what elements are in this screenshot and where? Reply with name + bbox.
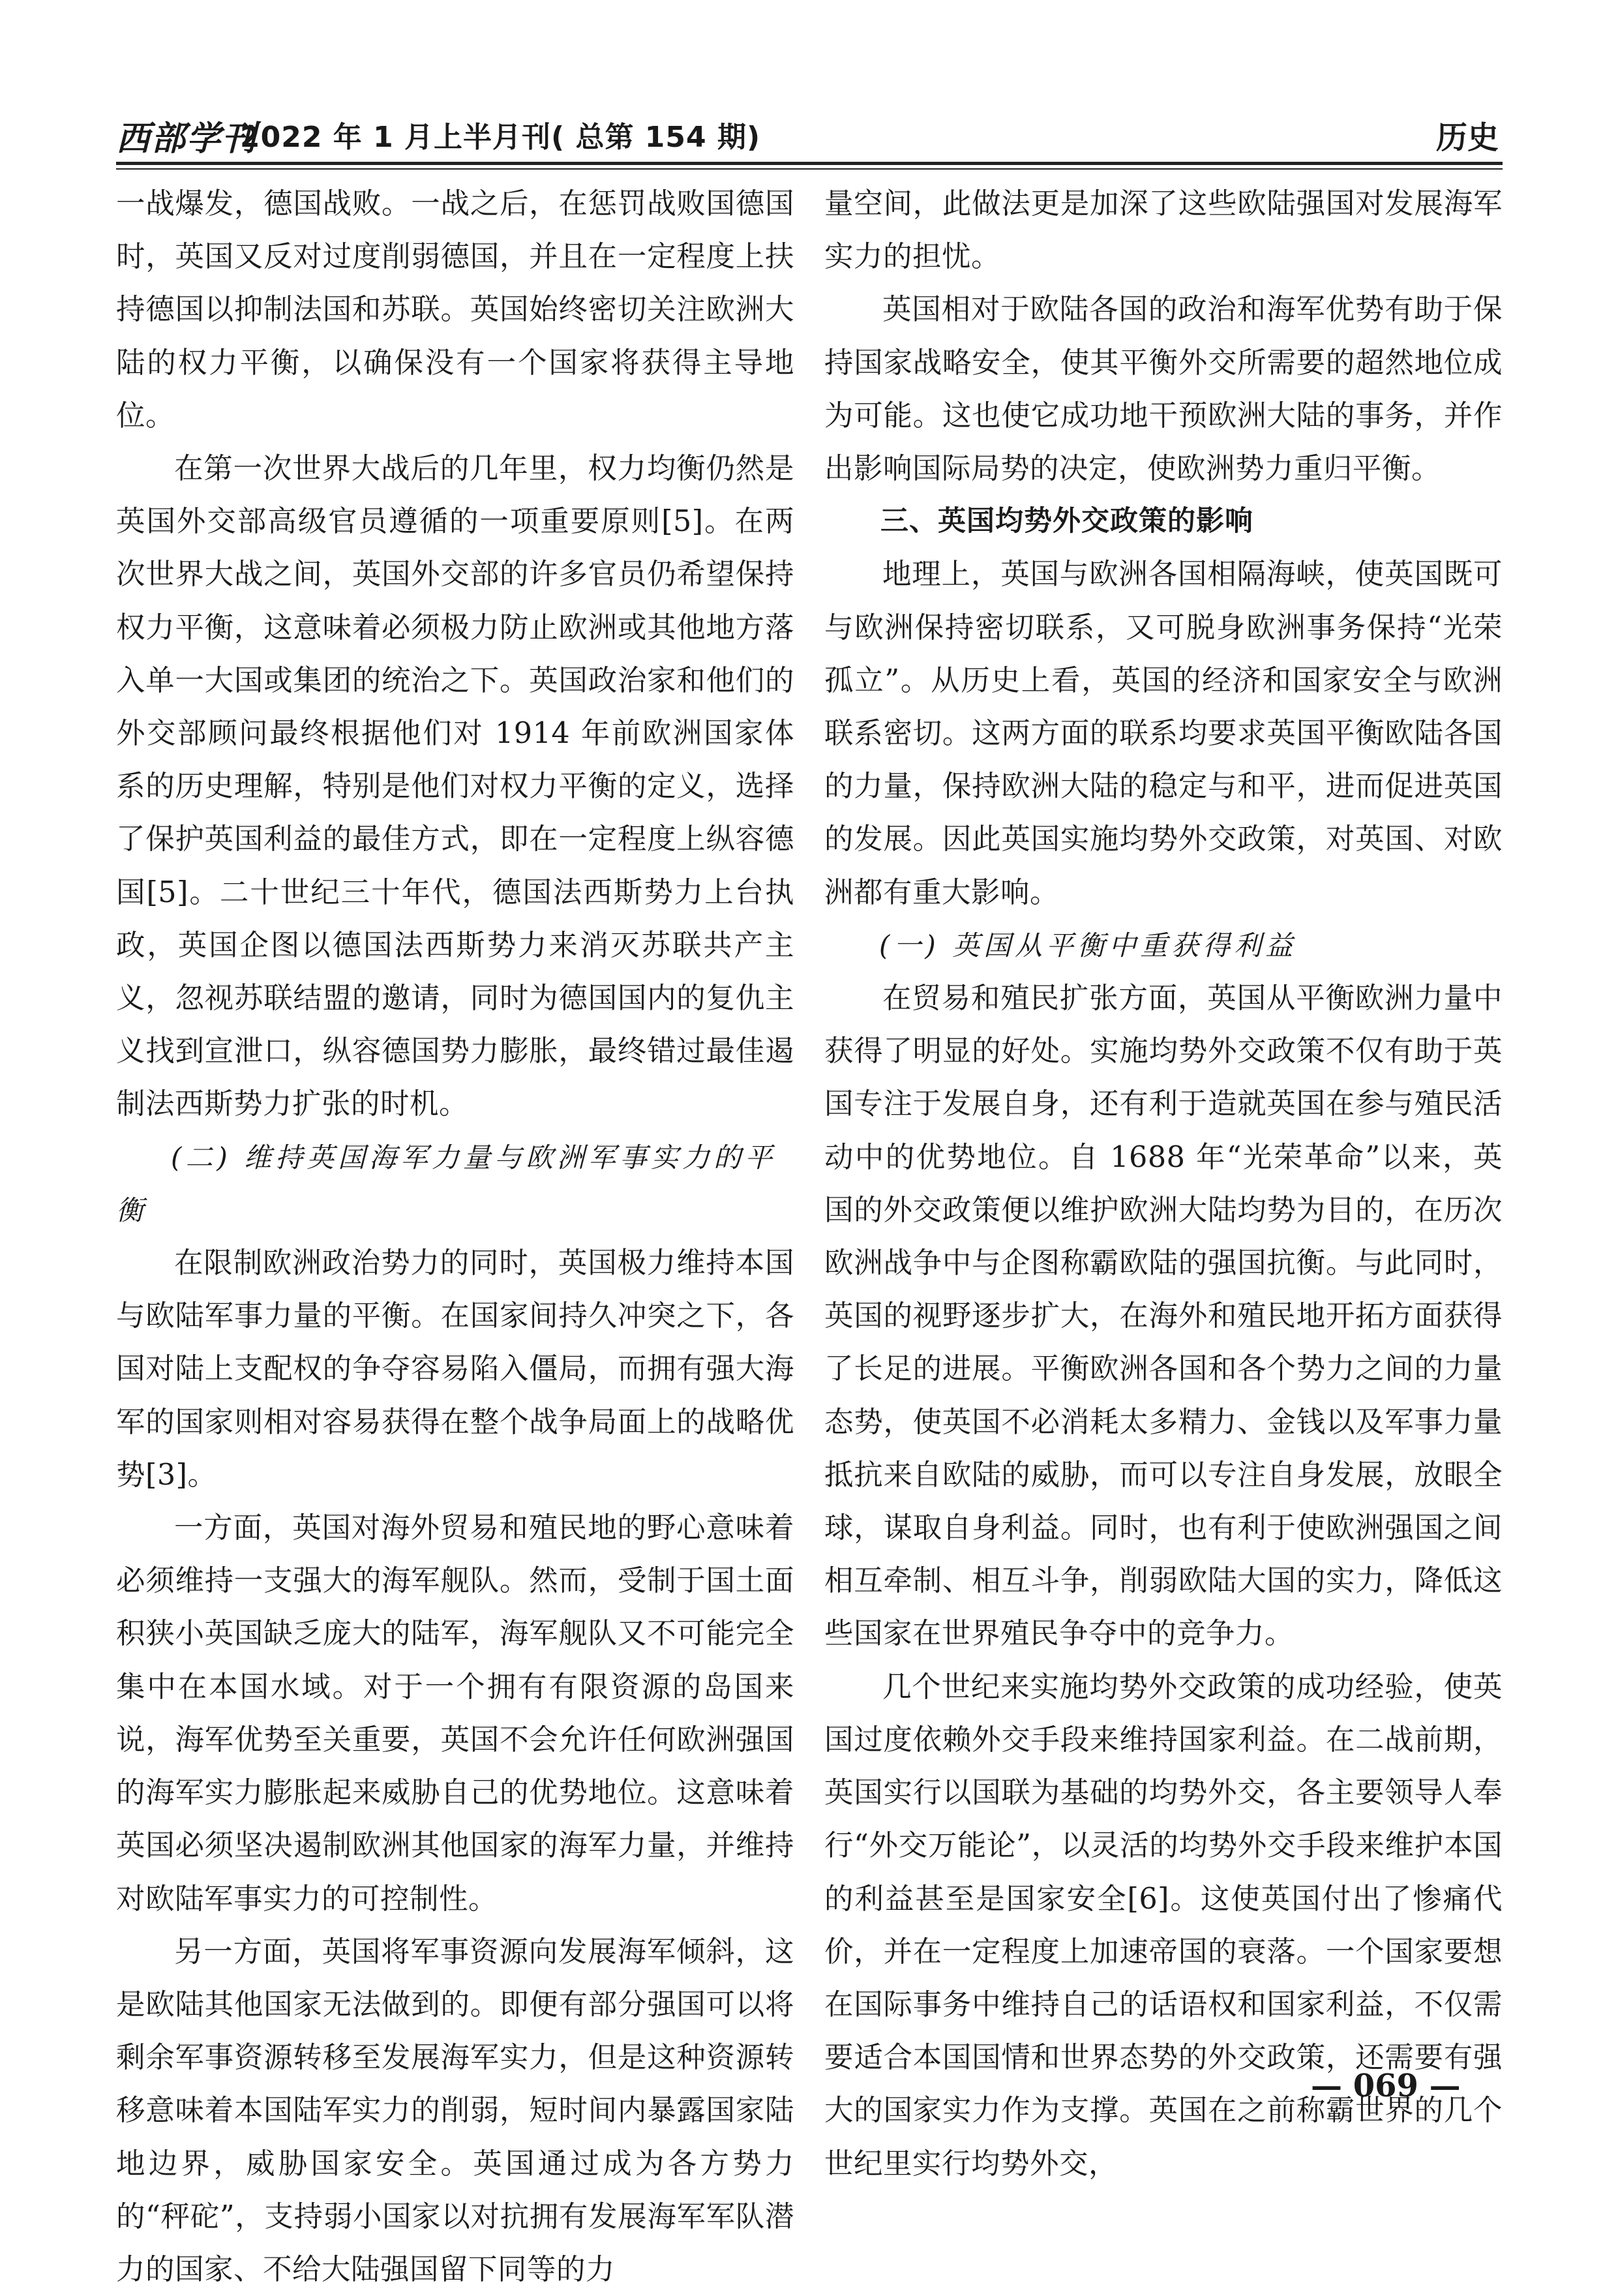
subsection-heading: (一) 英国从平衡中重获得利益 <box>879 929 1297 961</box>
paragraph: 一战爆发，德国战败。一战之后，在惩罚战败国德国时，英国又反对过度削弱德国，并且在一定程度上扶持德国以抑制法国和苏联。英国始终密切关注欧洲大陆的权力平衡，以确保没有一个国家将获得主导地位。 <box>116 187 794 432</box>
paragraph: 在贸易和殖民扩张方面，英国从平衡欧洲力量中获得了明显的好处。实施均势外交政策不仅有助于英国专注于发展自身，还有利于造就英国在参与殖民活动中的优势地位。自 1688 年“光荣革命”以来，英国的外交政策便以维护欧洲大陆均势为目的，在历次欧洲战争中与企图称霸欧陆的强国抗衡。与此同时，英国的视野逐步扩大，在海外和殖民地开拓方面获得了长足的进展。平衡欧洲各国和各个势力之间的力量态势，使英国不必消耗太多精力、金钱以及军事力量抵抗来自欧陆的威胁，而可以专注自身发展，放眼全球，谋取自身利益。同时，也有利于使欧洲强国之间相互牵制、相互斗争，削弱欧陆大国的实力，降低这些国家在世界殖民争夺中的竞争力。 <box>824 982 1503 1651</box>
issue-info: 2022 年 1 月上半月刊( 总第 154 期) <box>240 121 761 154</box>
paragraph: 几个世纪来实施均势外交政策的成功经验，使英国过度依赖外交手段来维持国家利益。在二战前期，英国实行以国联为基础的均势外交，各主要领导人奉行“外交万能论”，以灵活的均势外交手段来维护本国的利益甚至是国家安全[6]。这使英国付出了惨痛代价，并在一定程度上加速帝国的衰落。一个国家要想在国际事务中维持自己的话语权和国家利益，不仅需要适合本国国情和世界态势的外交政策，还需要有强大的国家实力作为支撑。英国在之前称霸世界的几个世纪里实行均势外交， <box>824 1670 1503 2181</box>
section-title: 历史 <box>1435 119 1499 156</box>
paragraph: 量空间，此做法更是加深了这些欧陆强国对发展海军实力的担忧。 <box>824 187 1503 274</box>
paragraph: 英国相对于欧陆各国的政治和海军优势有助于保持国家战略安全，使其平衡外交所需要的超然地位成为可能。这也使它成功地干预欧洲大陆的事务，并作出影响国际局势的决定，使欧洲势力重归平衡。 <box>824 293 1503 486</box>
subsection-heading: (二) 维持英国海军力量与欧洲军事实力的平衡 <box>116 1141 777 1226</box>
journal-name: 西部学刊 <box>116 119 258 159</box>
paragraph: 在第一次世界大战后的几年里，权力均衡仍然是英国外交部高级官员遵循的一项重要原则[5]。在两次世界大战之间，英国外交部的许多官员仍希望保持权力平衡，这意味着必须极力防止欧洲或其他地方落入单一大国或集团的统治之下。英国政治家和他们的外交部顾问最终根据他们对 1914 年前欧洲国家体系的历史理解，特别是他们对权力平衡的定义，选择了保护英国利益的最佳方式，即在一定程度上纵容德国[5]。二十世纪三十年代，德国法西斯势力上台执政，英国企图以德国法西斯势力来消灭苏联共产主义，忽视苏联结盟的邀请，同时为德国国内的复仇主义找到宣泄口，纵容德国势力膨胀，最终错过最佳遏制法西斯势力扩张的时机。 <box>116 452 794 1121</box>
header-rule-thin <box>116 168 1503 170</box>
page-header <box>116 110 1503 159</box>
paragraph: 一方面，英国对海外贸易和殖民地的野心意味着必须维持一支强大的海军舰队。然而，受制于国土面积狭小英国缺乏庞大的陆军，海军舰队又不可能完全集中在本国水域。对于一个拥有有限资源的岛国来说，海军优势至关重要，英国不会允许任何欧洲强国的海军实力膨胀起来威胁自己的优势地位。这意味着英国必须坚决遏制欧洲其他国家的海军力量，并维持对欧陆军事实力的可控制性。 <box>116 1511 794 1916</box>
paragraph: 在限制欧洲政治势力的同时，英国极力维持本国与欧陆军事力量的平衡。在国家间持久冲突之下，各国对陆上支配权的争夺容易陷入僵局，而拥有强大海军的国家则相对容易获得在整个战争局面上的战略优势[3]。 <box>116 1246 794 1492</box>
paragraph: 另一方面，英国将军事资源向发展海军倾斜，这是欧陆其他国家无法做到的。即便有部分强国可以将剩余军事资源转移至发展海军实力，但是这种资源转移意味着本国陆军实力的削弱，短时间内暴露国家陆地边界，威胁国家安全。英国通过成为各方势力的“秤砣”，支持弱小国家以对抗拥有发展海军军队潜力的国家、不给大陆强国留下同等的力 <box>116 1935 794 2286</box>
paragraph: 地理上，英国与欧洲各国相隔海峡，使英国既可与欧洲保持密切联系，又可脱身欧洲事务保持“光荣孤立”。从历史上看，英国的经济和国家安全与欧洲联系密切。这两方面的联系均要求英国平衡欧陆各国的力量，保持欧洲大陆的稳定与和平，进而促进英国的发展。因此英国实施均势外交政策，对英国、对欧洲都有重大影响。 <box>824 558 1503 909</box>
section-heading: 三、英国均势外交政策的影响 <box>880 505 1253 538</box>
page-number: — 069 — <box>1311 2068 1461 2104</box>
header-rule <box>116 162 1503 165</box>
left-column <box>116 177 794 2286</box>
